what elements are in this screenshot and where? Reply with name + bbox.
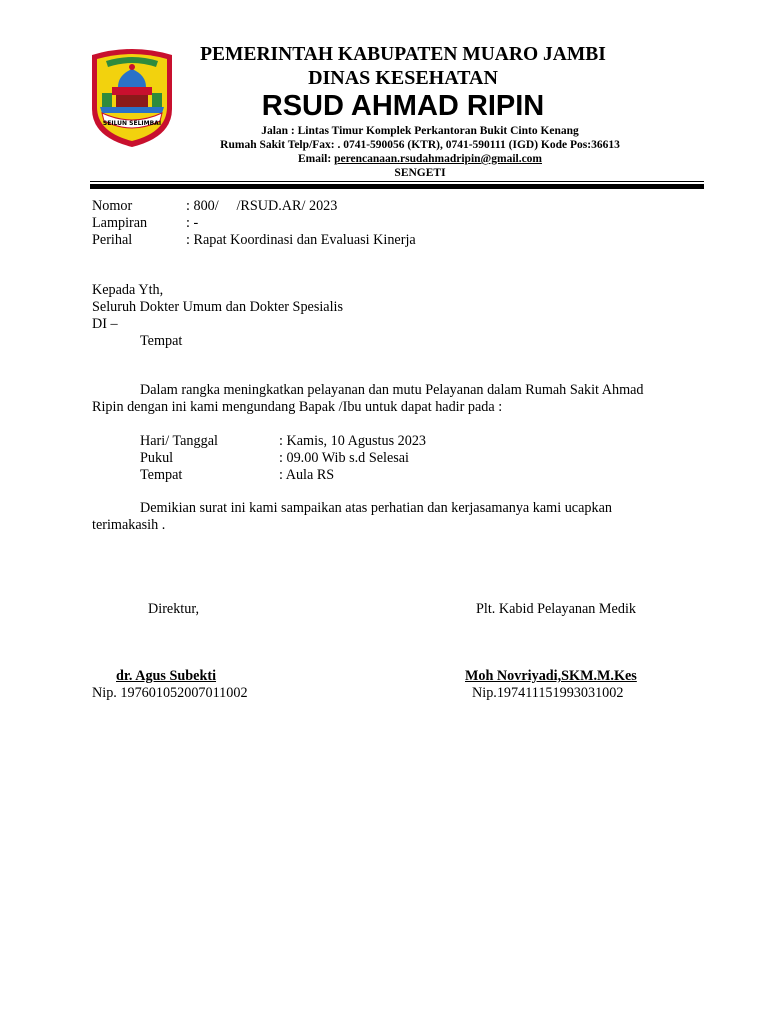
signature-right-nip: Nip.197411151993031002 [472, 685, 624, 701]
signature-left-nip: Nip. 197601052007011002 [92, 685, 248, 701]
email-label: Email: [297, 153, 335, 165]
header-hospital-name: RSUD AHMAD RIPIN [261, 90, 545, 122]
detail-value-place: : Aula RS [279, 467, 335, 483]
meta-value-nomor: : 800/ /RSUD.AR/ 2023 [186, 198, 338, 214]
header-address: Jalan : Lintas Timur Komplek Perkantoran Bukit Cinto Kenang [261, 125, 579, 137]
signature-left-title: Direktur, [148, 601, 200, 617]
meta-value-lampiran: : - [186, 215, 199, 231]
meta-label-nomor: Nomor [92, 198, 133, 214]
recipient-di: DI – [92, 316, 118, 332]
signature-right-name: Moh Novriyadi,SKM.M.Kes [465, 668, 637, 684]
signature-right-title: Plt. Kabid Pelayanan Medik [476, 601, 636, 617]
paragraph-closing-line2: terimakasih . [92, 517, 166, 533]
recipient-place: Tempat [140, 333, 183, 349]
meta-label-perihal: Perihal [92, 232, 133, 248]
detail-label-place: Tempat [140, 467, 183, 483]
header-divider-thin [90, 181, 704, 182]
email-link[interactable]: perencanaan.rsudahmadripin@gmail.com [334, 153, 543, 165]
signature-left-name: dr. Agus Subekti [116, 668, 217, 684]
recipient-greeting: Kepada Yth, [92, 282, 164, 298]
recipient-name: Seluruh Dokter Umum dan Dokter Spesialis [92, 299, 344, 315]
detail-label-date: Hari/ Tanggal [140, 433, 218, 449]
detail-value-time: : 09.00 Wib s.d Selesai [279, 450, 410, 466]
detail-label-time: Pukul [140, 450, 174, 466]
header-email-line [120, 153, 720, 165]
logo-motto: SEILUN SELIMBAI [102, 120, 162, 127]
header-department: DINAS KESEHATAN [308, 67, 498, 89]
meta-value-perihal: : Rapat Koordinasi dan Evaluasi Kinerja [186, 232, 416, 248]
header-government: PEMERINTAH KABUPATEN MUARO JAMBI [200, 44, 606, 65]
paragraph-intro-line1: Dalam rangka meningkatkan pelayanan dan mutu Pelayanan dalam Rumah Sakit Ahmad [140, 382, 644, 398]
header-city: SENGETI [394, 167, 446, 179]
header-phone: Rumah Sakit Telp/Fax: . 0741-590056 (KTR), 0741-590111 (IGD) Kode Pos:36613 [220, 139, 620, 151]
meta-label-lampiran: Lampiran [92, 215, 148, 231]
detail-value-date: : Kamis, 10 Agustus 2023 [279, 433, 427, 449]
header-divider-thick [90, 184, 704, 189]
paragraph-closing-line1: Demikian surat ini kami sampaikan atas perhatian dan kerjasamanya kami ucapkan [140, 500, 612, 516]
paragraph-intro-line2: Ripin dengan ini kami mengundang Bapak /Ibu untuk dapat hadir pada : [92, 399, 503, 415]
